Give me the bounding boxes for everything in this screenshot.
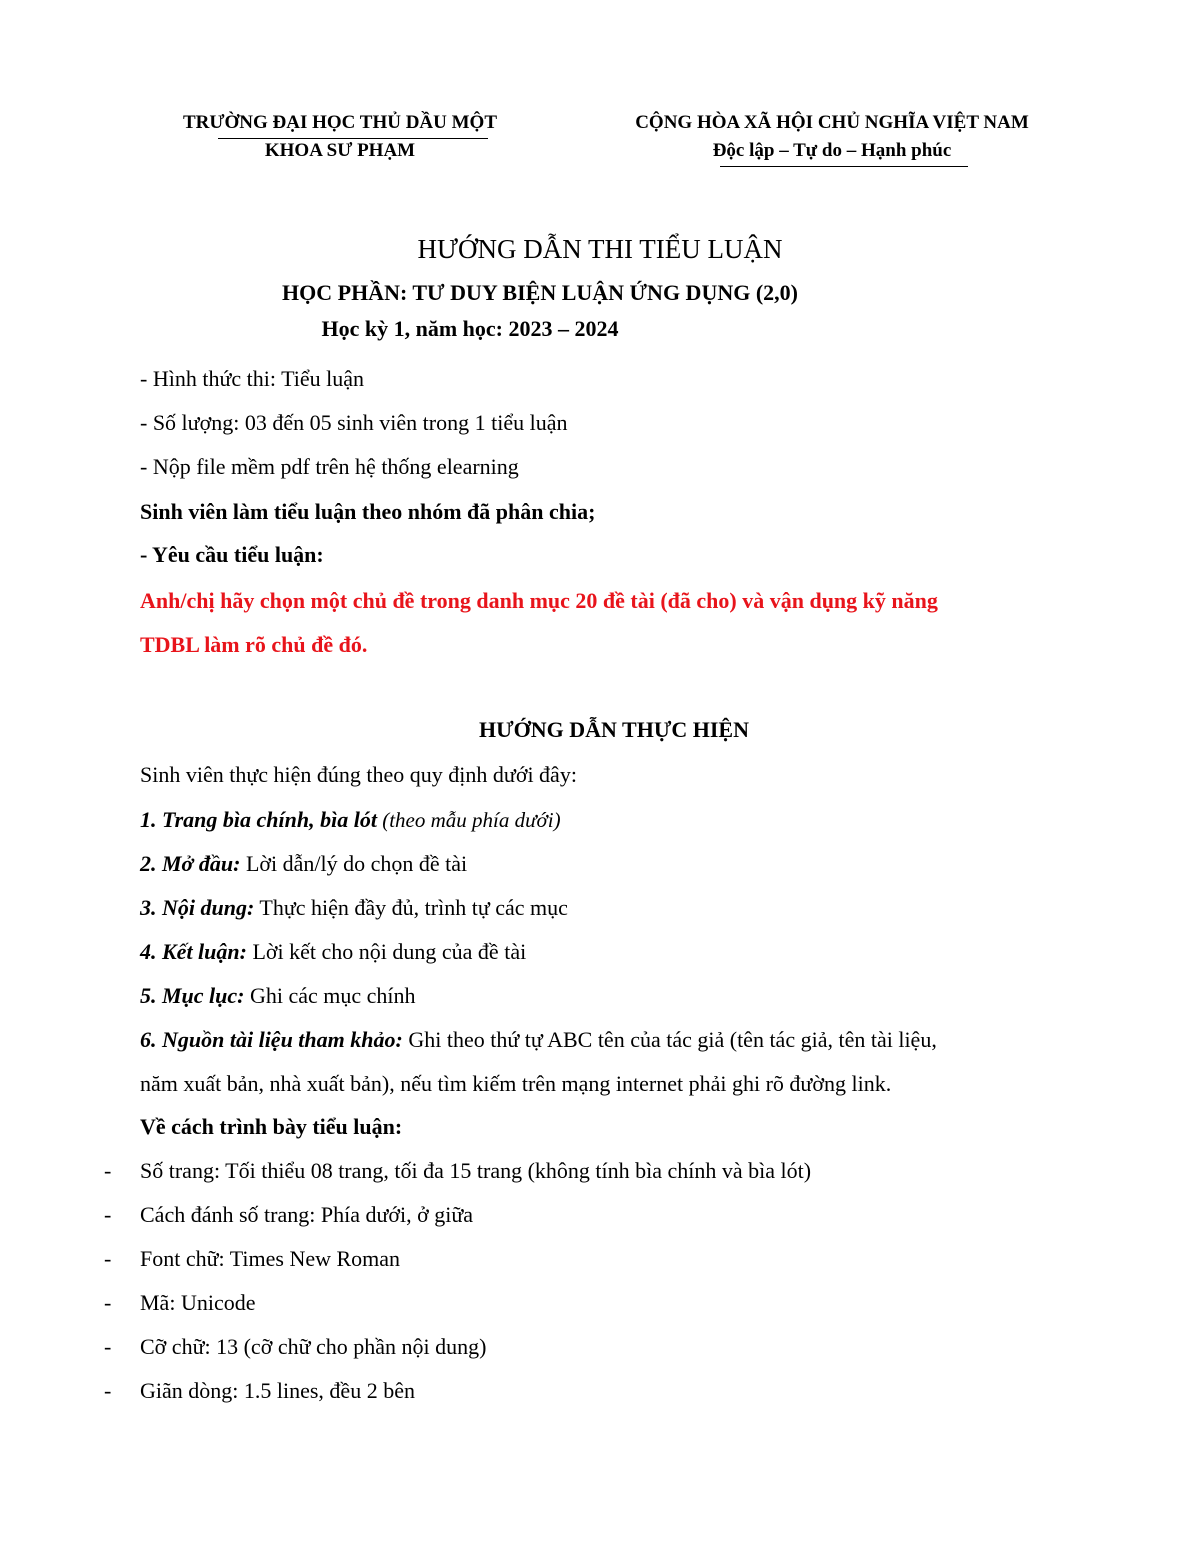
guide-item-label: 2. Mở đầu: xyxy=(140,851,241,876)
format-bullet: - xyxy=(104,1290,112,1315)
format-bullet: - xyxy=(104,1158,112,1183)
format-bullet: - xyxy=(104,1378,112,1403)
guide-item-text: Lời kết cho nội dung của đề tài xyxy=(246,939,527,964)
guide-item-text: Ghi các mục chính xyxy=(244,983,416,1008)
guide-item-label: 4. Kết luận: xyxy=(140,939,247,964)
motto-underline xyxy=(720,166,968,167)
course-title: HỌC PHẦN: TƯ DUY BIỆN LUẬN ỨNG DỤNG (2,0) xyxy=(282,280,798,305)
guide-item-2 xyxy=(140,851,467,877)
requirement-line-1: Anh/chị hãy chọn một chủ đề trong danh mục 20 đề tài (đã cho) và vận dụng kỹ năng xyxy=(140,588,938,613)
faculty-name: KHOA SƯ PHẠM xyxy=(264,140,416,161)
guide-item-text: Thực hiện đầy đủ, trình tự các mục xyxy=(254,895,568,920)
guide-item-6-continued: năm xuất bản, nhà xuất bản), nếu tìm kiếm trên mạng internet phải ghi rõ đường link. xyxy=(140,1071,892,1096)
guide-item-label: 6. Nguồn tài liệu tham khảo: xyxy=(140,1027,403,1052)
guide-intro: Sinh viên thực hiện đúng theo quy định dưới đây: xyxy=(140,762,577,787)
format-item-page-numbering: Cách đánh số trang: Phía dưới, ở giữa xyxy=(140,1202,474,1227)
format-item-pages: Số trang: Tối thiểu 08 trang, tối đa 15 trang (không tính bìa chính và bìa lót) xyxy=(140,1158,812,1183)
format-item-font: Font chữ: Times New Roman xyxy=(140,1246,401,1271)
format-bullet: - xyxy=(104,1202,112,1227)
format-bullet: - xyxy=(104,1334,112,1359)
format-heading: Về cách trình bày tiểu luận: xyxy=(140,1114,403,1139)
format-item-font-size: Cỡ chữ: 13 (cỡ chữ cho phần nội dung) xyxy=(140,1334,487,1359)
guide-item-text: Lời dẫn/lý do chọn đề tài xyxy=(240,851,468,876)
guide-item-text: Ghi theo thứ tự ABC tên của tác giả (tên tác giả, tên tài liệu, xyxy=(402,1027,937,1052)
requirement-label: - Yêu cầu tiểu luận: xyxy=(140,542,324,567)
format-bullet: - xyxy=(104,1246,112,1271)
submission-note: - Nộp file mềm pdf trên hệ thống elearning xyxy=(140,454,519,479)
guide-item-3 xyxy=(140,895,568,921)
term-line: Học kỳ 1, năm học: 2023 – 2024 xyxy=(321,316,619,341)
guide-item-label: 1. Trang bìa chính, bìa lót xyxy=(140,807,377,832)
doc-title: HƯỚNG DẪN THI TIỂU LUẬN xyxy=(417,234,783,264)
group-note: Sinh viên làm tiểu luận theo nhóm đã phân chia; xyxy=(140,499,596,524)
university-underline xyxy=(218,138,488,139)
guide-item-5 xyxy=(140,983,416,1009)
guide-item-label: 3. Nội dung: xyxy=(140,895,255,920)
guide-item-6 xyxy=(140,1027,937,1053)
student-quantity: - Số lượng: 03 đến 05 sinh viên trong 1 tiểu luận xyxy=(140,410,568,435)
guide-item-4 xyxy=(140,939,526,965)
exam-form: - Hình thức thi: Tiểu luận xyxy=(140,366,364,391)
guide-item-text: (theo mẫu phía dưới) xyxy=(376,808,561,832)
university-name: TRƯỜNG ĐẠI HỌC THỦ DẦU MỘT xyxy=(182,112,498,133)
requirement-line-2: TDBL làm rõ chủ đề đó. xyxy=(140,632,368,657)
guide-item-1 xyxy=(140,807,561,833)
national-motto: Độc lập – Tự do – Hạnh phúc xyxy=(712,140,952,161)
format-item-line-spacing: Giãn dòng: 1.5 lines, đều 2 bên xyxy=(140,1378,415,1403)
guide-item-label: 5. Mục lục: xyxy=(140,983,245,1008)
format-item-encoding: Mã: Unicode xyxy=(140,1290,256,1315)
national-title: CỘNG HÒA XÃ HỘI CHỦ NGHĨA VIỆT NAM xyxy=(635,112,1029,133)
guide-heading: HƯỚNG DẪN THỰC HIỆN xyxy=(479,717,749,742)
